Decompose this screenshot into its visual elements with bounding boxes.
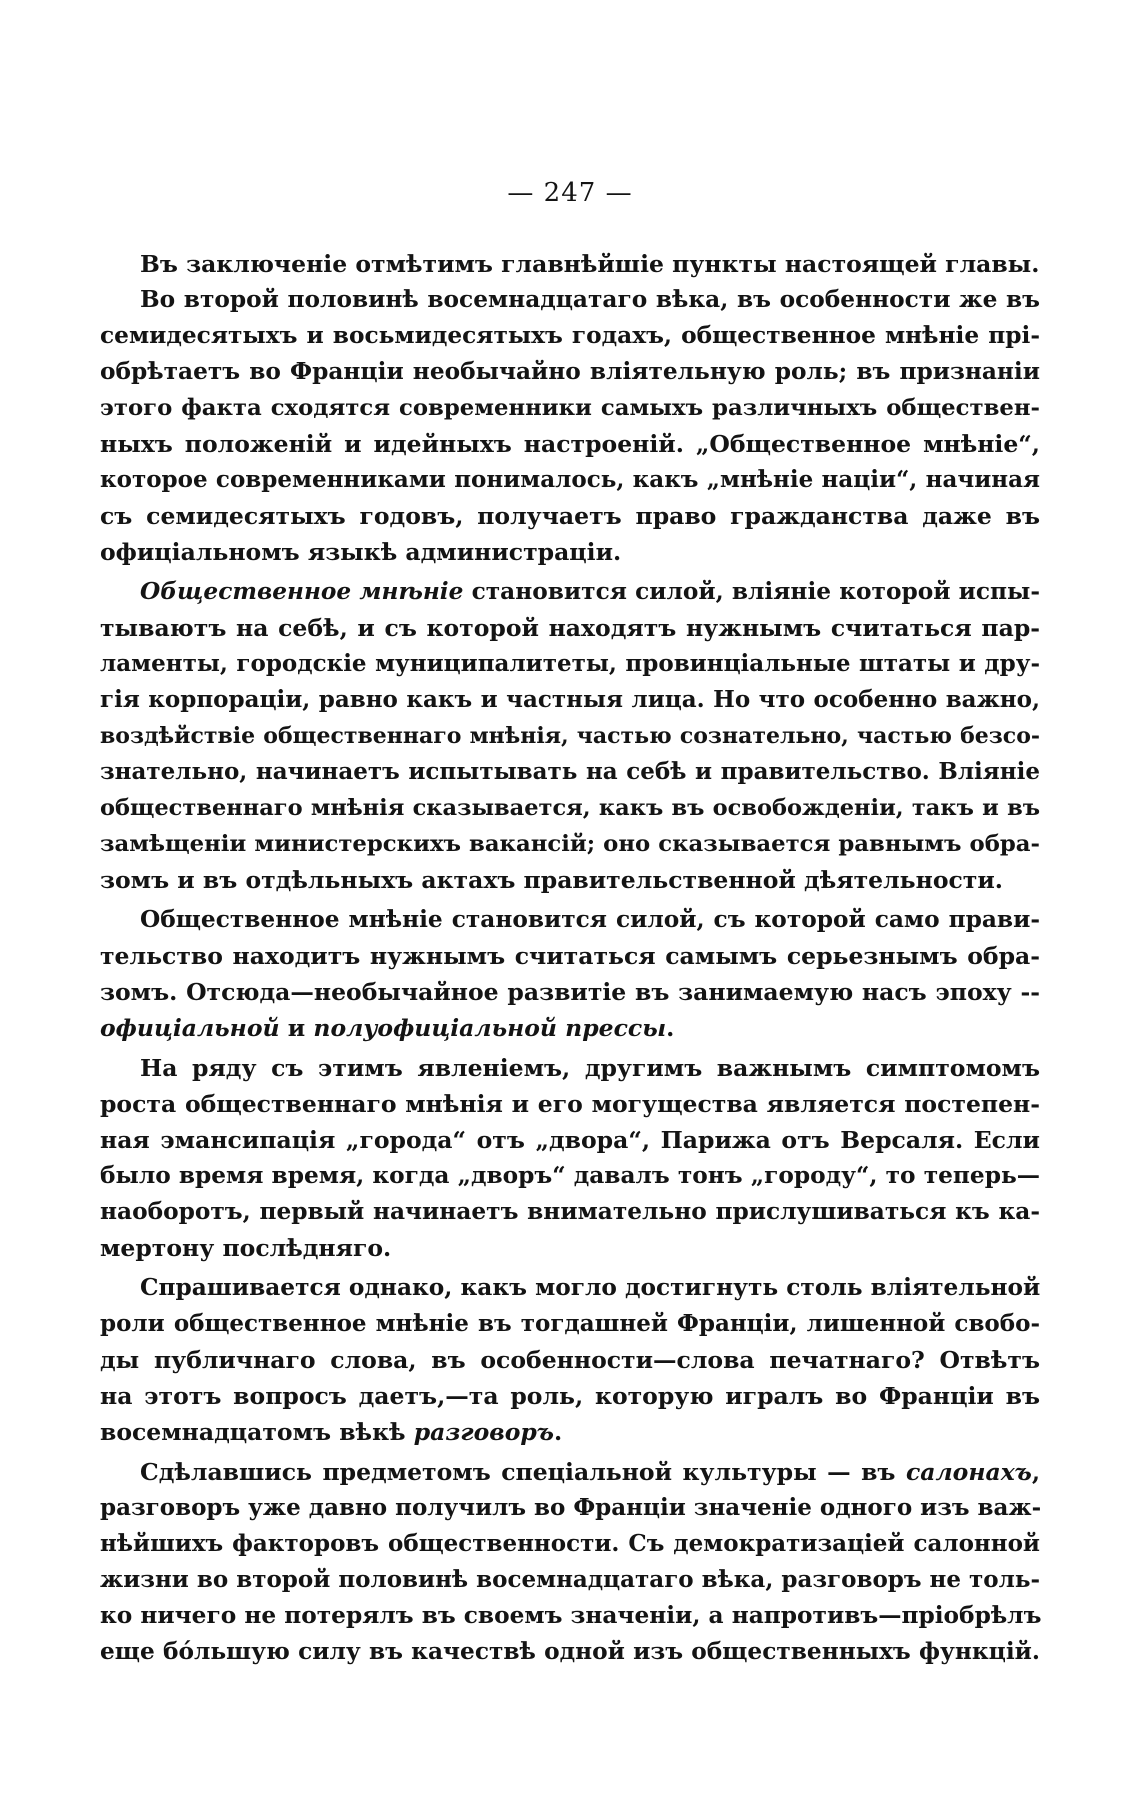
text-line: съ семидесятыхъ годовъ, получаетъ право гражданства даже въ	[100, 502, 1040, 530]
text-line: мертону послѣдняго.	[100, 1234, 392, 1262]
text-line: наоборотъ, первый начинаетъ внимательно прислушиваться къ ка-	[100, 1198, 1040, 1225]
text-line: которое современниками понималось, какъ „мнѣнiе нацiи“, начиная	[100, 466, 1040, 493]
paragraph-conclusion	[100, 246, 1040, 282]
italic-phrase: полуофицiальной прессы	[313, 1014, 667, 1042]
page-number: — 247 —	[507, 178, 633, 208]
text-line: На ряду съ этимъ явленiемъ, другимъ важнымъ симптомомъ	[140, 1054, 1040, 1082]
text-line: ная эмансипацiя „города“ отъ „двора“, Парижа отъ Версаля. Если	[100, 1126, 1040, 1154]
paragraph-city-court	[100, 1050, 1040, 1266]
text-line: на этотъ вопросъ даетъ,—та роль, которую игралъ во Францiи въ	[100, 1382, 1040, 1410]
text-segment: .	[666, 1014, 675, 1042]
text-line: обрѣтаетъ во Францiи необычайно влiятельную роль; въ признанiи	[100, 358, 1040, 385]
text-line: Общественное мнѣнiе становится силой, съ которой само прави-	[140, 906, 1040, 933]
text-line	[100, 1010, 1040, 1046]
text-segment: становится силой, влiянiе которой испы-	[463, 578, 1041, 605]
text-line: зомъ. Отсюда—необычайное развитiе въ занимаемую насъ эпоху --	[100, 978, 1040, 1006]
text-line: тельство находитъ нужнымъ считаться самымъ серьезнымъ обра-	[100, 942, 1040, 970]
text-line: знательно, начинаетъ испытывать на себѣ и правительство. Влiянiе	[100, 758, 1040, 785]
body-text	[100, 246, 1040, 1670]
text-line: роста общественнаго мнѣнiя и его могущества является постепен-	[100, 1090, 1040, 1118]
paragraph-press	[100, 902, 1040, 1046]
italic-phrase: салонахъ	[905, 1458, 1032, 1486]
text-segment: .	[553, 1418, 563, 1446]
text-line: жизни во второй половинѣ восемнадцатаго вѣка, разговоръ не толь-	[100, 1566, 1040, 1593]
italic-phrase: разговоръ	[413, 1418, 554, 1446]
text-line: нѣйшихъ факторовъ общественности. Съ демократизацiей салонной	[100, 1530, 1040, 1557]
text-line: ко ничего не потерялъ въ своемъ значенiи, а напротивъ—прiобрѣлъ	[100, 1602, 1042, 1629]
text-segment: Сдѣлавшись предметомъ спецiальной культуры — въ	[140, 1458, 906, 1486]
text-line: было время время, когда „дворъ“ давалъ тонъ „городу“, то теперь—	[100, 1162, 1040, 1189]
text-line: ламенты, городскiе муниципалитеты, провинцiальные штаты и дру-	[100, 650, 1040, 677]
italic-phrase: Общественное мнѣнiе	[140, 578, 464, 605]
text-line	[100, 574, 1040, 610]
text-line: офицiальномъ языкѣ администрацiи.	[100, 538, 622, 566]
italic-phrase: офицiальной	[100, 1014, 280, 1042]
paragraph-public-opinion-force	[100, 574, 1040, 898]
text-line: еще бóльшую силу въ качествѣ одной изъ общественныхъ функцiй.	[100, 1638, 1040, 1665]
text-line: общественнаго мнѣнiя сказывается, какъ въ освобожденiи, такъ и въ	[100, 795, 1040, 821]
text-line: воздѣйствiе общественнаго мнѣнiя, частью сознательно, частью безсо-	[100, 723, 1040, 749]
text-line: Во второй половинѣ восемнадцатаго вѣка, въ особенности же въ	[140, 286, 1040, 313]
text-line: роли общественное мнѣнiе въ тогдашней Францiи, лишенной свобо-	[100, 1310, 1040, 1337]
text-line: семидесятыхъ и восьмидесятыхъ годахъ, общественное мнѣнiе прi-	[100, 322, 1040, 349]
text-line: Спрашивается однако, какъ могло достигнуть столь влiятельной	[140, 1274, 1041, 1301]
text-line	[100, 1414, 1040, 1450]
text-segment: восемнадцатомъ вѣкѣ	[100, 1418, 414, 1446]
text-line: тываютъ на себѣ, и съ которой находятъ нужнымъ считаться пар-	[100, 614, 1040, 642]
text-line: этого факта сходятся современники самыхъ различныхъ обществен-	[100, 395, 1040, 421]
text-line: гiя корпорацiи, равно какъ и частныя лица. Но что особенно важно,	[100, 686, 1040, 713]
text-line	[100, 1454, 1040, 1490]
text-line: разговоръ уже давно получилъ во Францiи значенiе одного изъ важ-	[100, 1494, 1042, 1521]
text-line: зомъ и въ отдѣльныхъ актахъ правительственной дѣятельности.	[100, 866, 1003, 894]
text-line: замѣщенiи министерскихъ вакансiй; оно сказывается равнымъ обра-	[100, 831, 1040, 857]
text-line: Въ заключенiе отмѣтимъ главнѣйшiе пункты настоящей главы.	[140, 250, 1040, 278]
paragraph-salons	[100, 1454, 1040, 1670]
text-line: ныхъ положенiй и идейныхъ настроенiй. „Общественное мнѣнiе“,	[100, 430, 1040, 458]
text-line: ды публичнаго слова, въ особенности—слова печатнаго? Отвѣтъ	[100, 1346, 1040, 1374]
text-segment: и	[279, 1014, 314, 1042]
text-segment: ,	[1031, 1458, 1040, 1486]
paragraph-conversation-question	[100, 1270, 1040, 1450]
paragraph-public-opinion-role	[100, 282, 1040, 570]
